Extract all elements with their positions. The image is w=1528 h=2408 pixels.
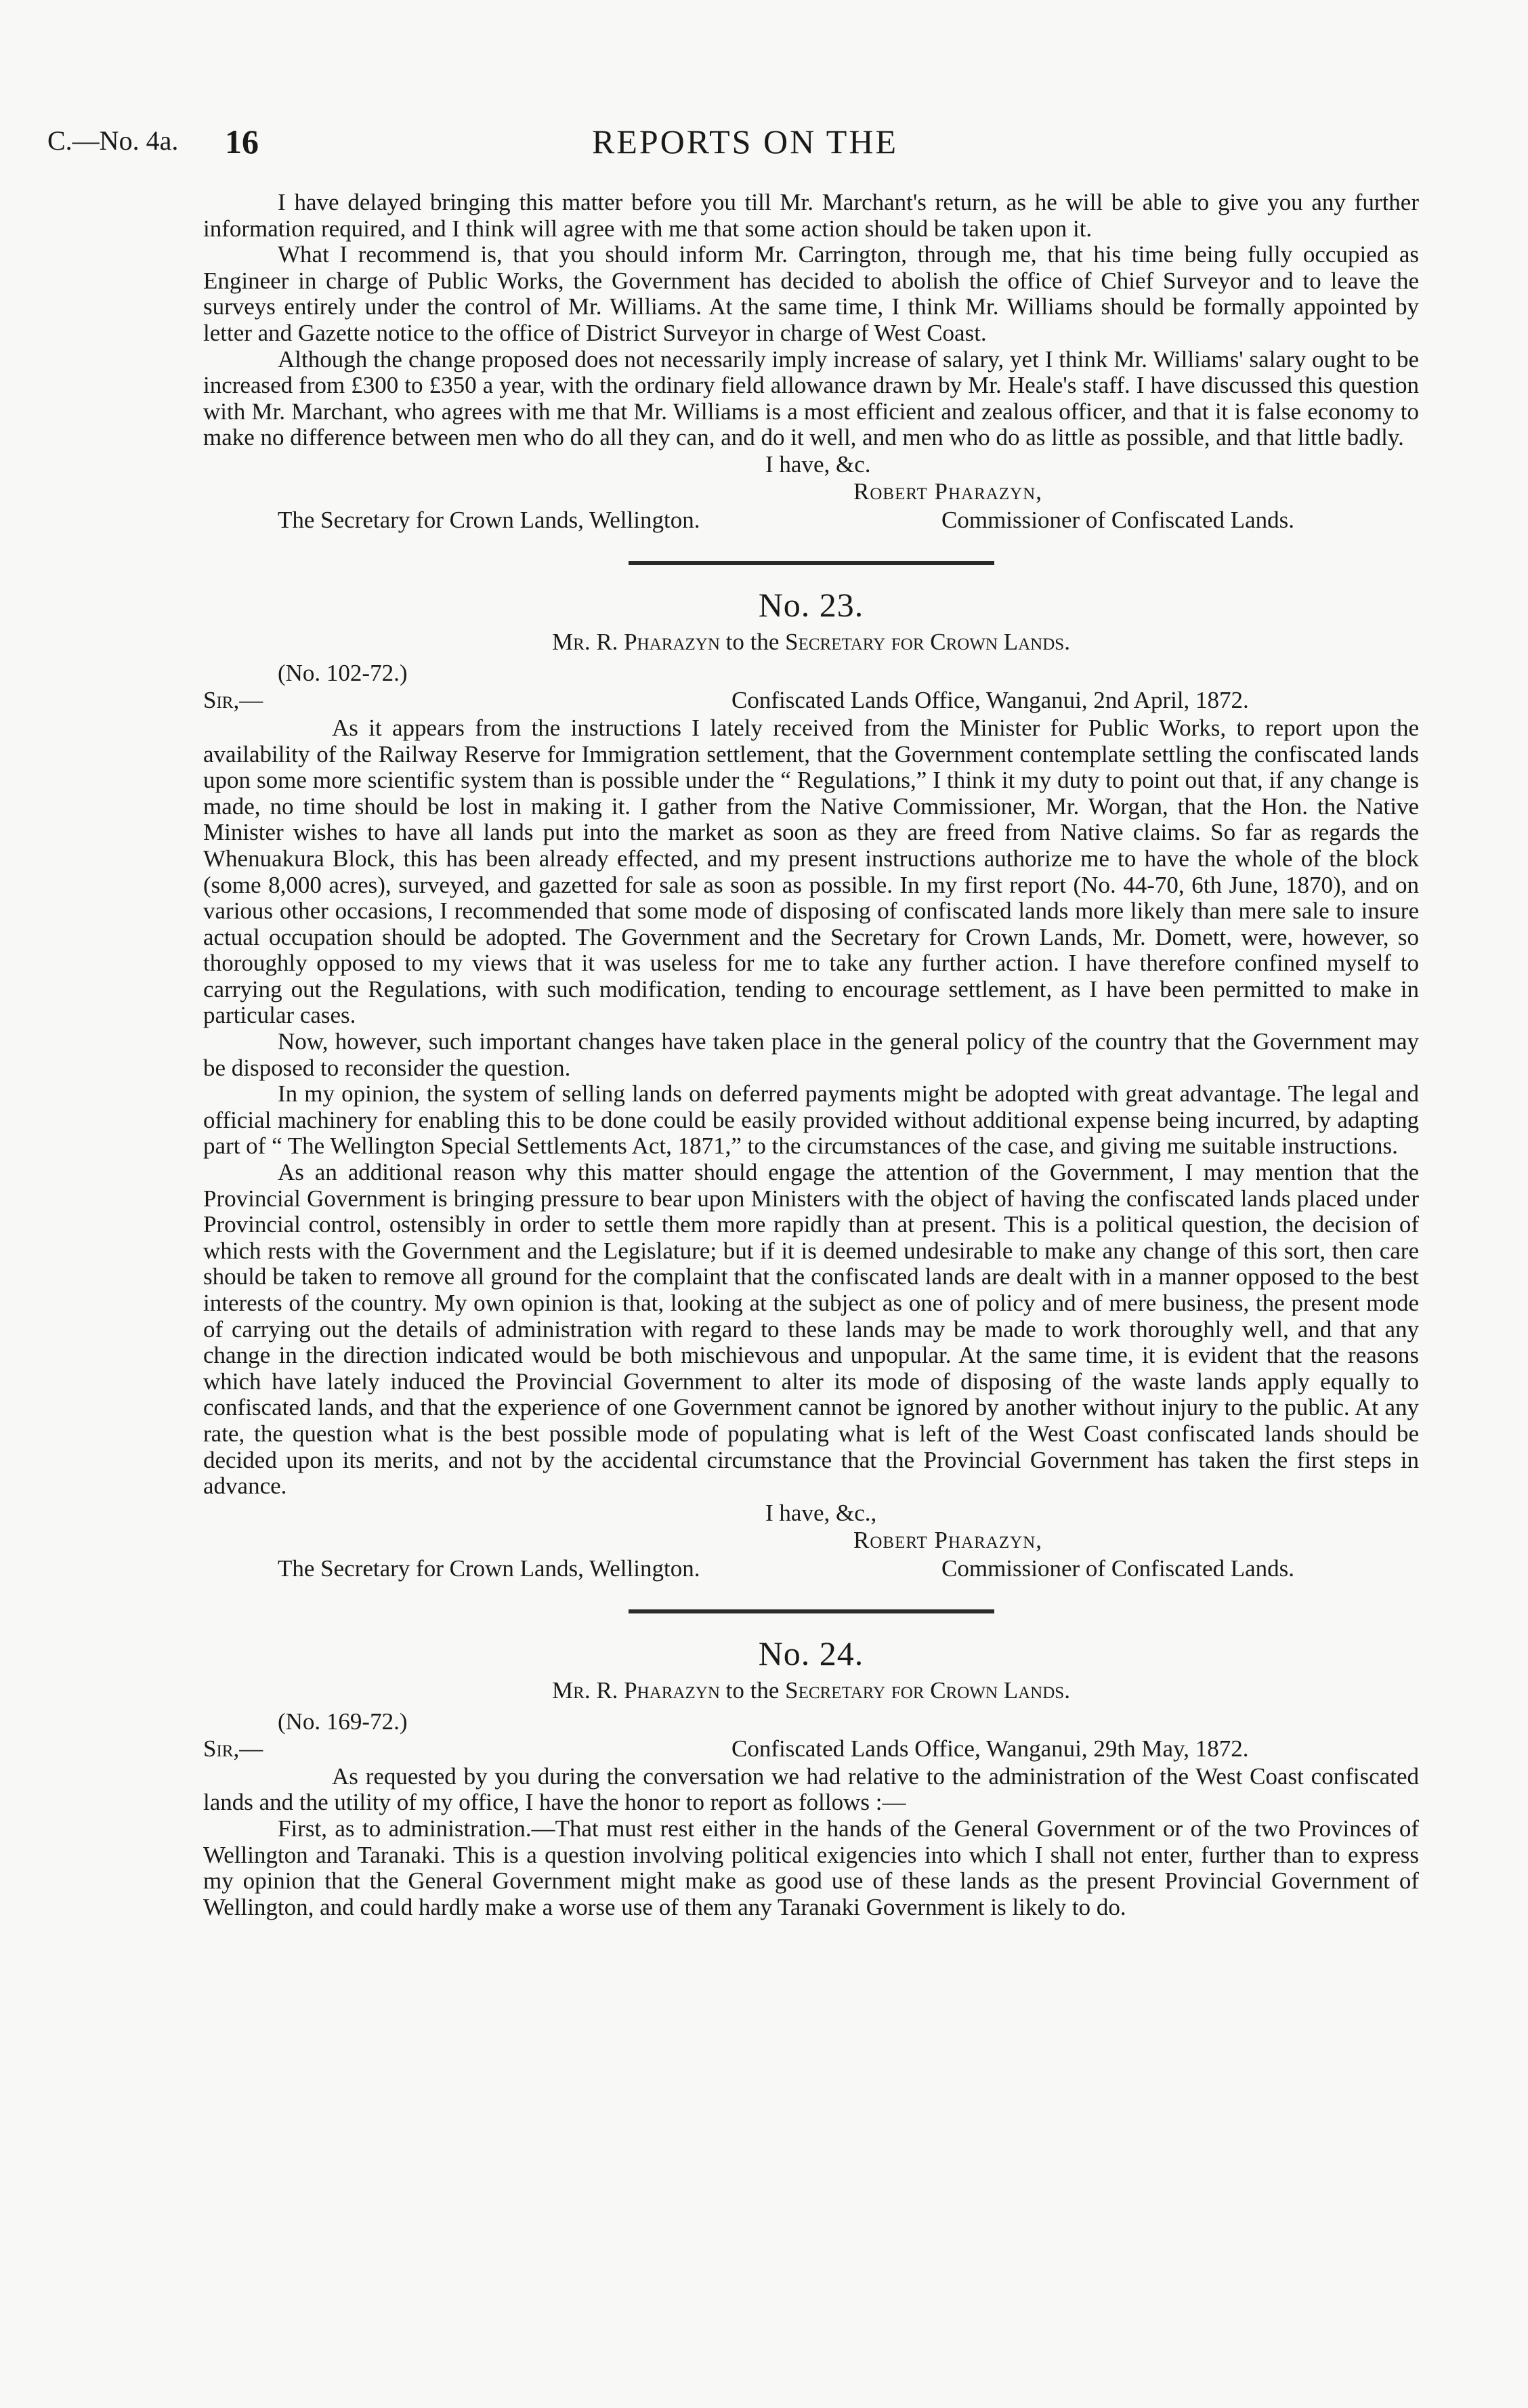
letter-to-word: to the: [725, 628, 780, 655]
paragraph: Although the change proposed does not necessarily imply increase of salary, yet I think Mr. Williams' salary ought to be increased from £300 to £350 a year, with the ordinary field allowance drawn by Mr. Heale's staff. I have discussed this question with Mr. Marchant, who agrees with me that Mr. Williams is a most efficient and zealous officer, and that it is false economy to make no difference between men who do all they can, and do it well, and men who do as little as possible, and that little badly.: [203, 345, 1419, 451]
page-body: [203, 190, 1419, 1920]
letter-number: No. 24.: [758, 1634, 864, 1672]
letter-no-24: [203, 1634, 1419, 1921]
letter-no-23: [203, 585, 1419, 1588]
letter-to: Secretary for Crown Lands.: [785, 1676, 1070, 1704]
salutation: Sir,—: [203, 1735, 263, 1762]
letter-number: No. 23.: [758, 585, 864, 624]
letter-from: Mr. R. Pharazyn: [552, 1676, 720, 1704]
paragraph: First, as to administration.—That must rest either in the hands of the General Government or of the two Provinces of Wellington and Taranaki. This is a question involving political exigencies into which I shall not enter, further than to express my opinion that the General Government might make as good use of these lands as the present Provincial Government of Wellington, and could hardly make a worse use of them any Taranaki Government is likely to do.: [203, 1815, 1419, 1920]
paragraph: In my opinion, the system of selling lands on deferred payments might be adopted with great advantage. The legal and official machinery for enabling this to be done could be easily provided without additional expense being incurred, by adapting part of “ The Wellington Special Settlements Act, 1871,” to the circumstances of the case, and giving me suitable instructions.: [203, 1080, 1419, 1160]
salutation-line: [203, 1735, 1419, 1764]
letter-to: Secretary for Crown Lands.: [785, 628, 1070, 655]
page-number: 16: [225, 123, 259, 161]
letter-reference: (No. 102-72.): [278, 659, 408, 686]
paragraph: What I recommend is, that you should inform Mr. Carrington, through me, that his time being fully occupied as Engineer in charge of Public Works, the Government has decided to abolish the office of Chief Surveyor and to leave the surveys entirely under the control of Mr. Williams. At the same time, I think Mr. Williams should be formally appointed by letter and Gazette notice to the office of District Surveyor in charge of West Coast.: [203, 241, 1419, 346]
signatory: Robert Pharazyn,: [853, 1526, 1042, 1553]
signature-block: [203, 1500, 1419, 1588]
salutation: Sir,—: [203, 686, 263, 713]
paragraph: Now, however, such important changes have taken place in the general policy of the country that the Government may be disposed to reconsider the question.: [203, 1028, 1419, 1081]
letter-heading: [203, 1677, 1419, 1704]
dateline: Confiscated Lands Office, Wanganui, 2nd April, 1872.: [731, 686, 1249, 713]
dateline: Confiscated Lands Office, Wanganui, 29th May, 1872.: [731, 1735, 1249, 1762]
salutation-line: [203, 687, 1419, 715]
closing: I have, &c.,: [765, 1499, 877, 1526]
signature-block: [203, 451, 1419, 539]
paragraph: As requested by you during the conversation we had relative to the administration of the West Coast confiscated lands and the utility of my office, I have the honor to report as follows :—: [203, 1762, 1419, 1816]
section-divider: [629, 1609, 994, 1613]
running-title: REPORTS ON THE: [591, 123, 898, 161]
paragraph: As an additional reason why this matter should engage the attention of the Government, I may mention that the Provincial Government is bringing pressure to bear upon Ministers with the object of having the confiscated lands placed under Provincial control, ostensibly in order to settle them more rapidly than at present. This is a political question, the decision of which rests with the Government and the Legislature; but if it is deemed undesirable to make any change of this sort, then care should be taken to remove all ground for the complaint that the confiscated lands are dealt with in a manner opposed to the best interests of the country. My own opinion is that, looking at the subject as one of policy and of mere business, the present mode of carrying out the details of administration with regard to these lands may be made to work thoroughly well, and that any change in the direction indicated would be both mischievous and unpopular. At the same time, it is evident that the reasons which have lately induced the Provincial Government to alter its mode of disposing of the waste lands apply equally to confiscated lands, and that the experience of one Government cannot be ignored by another without injury to the public. At any rate, the question what is the best possible mode of populating what is left of the West Coast confiscated lands should be decided upon its merits, and not by the accidental circumstance that the Provincial Government has taken the first steps in advance.: [203, 1159, 1419, 1500]
addressee: The Secretary for Crown Lands, Wellington.: [278, 1555, 700, 1582]
addressee: The Secretary for Crown Lands, Wellington.: [278, 506, 700, 533]
letter-from: Mr. R. Pharazyn: [552, 628, 720, 655]
closing: I have, &c.: [765, 450, 871, 478]
signatory-role: Commissioner of Confiscated Lands.: [941, 1555, 1295, 1582]
letter-heading: [203, 629, 1419, 656]
paragraph: As it appears from the instructions I lately received from the Minister for Public Works, to report upon the availability of the Railway Reserve for Immigration settlement, that the Government contemplate settling the confiscated lands upon some more scientific system than is possible under the “ Regulations,” I think it my duty to point out that, if any change is made, no time should be lost in making it. I gather from the Native Commissioner, Mr. Worgan, that the Hon. the Native Minister wishes to have all lands put into the market as soon as they are freed from Native claims. So far as regards the Whenuakura Block, this has been already effected, and my present instructions authorize me to have the whole of the block (some 8,000 acres), surveyed, and gazetted for sale as soon as possible. In my first report (No. 44-70, 6th June, 1870), and on various other occasions, I recommended that some mode of disposing of confiscated lands more likely than mere sale to insure actual occupation should be adopted. The Government and the Secretary for Crown Lands, Mr. Domett, were, however, so thoroughly opposed to my views that it was useless for me to take any further action. I have therefore confined myself to carrying out the Regulations, with such modification, tending to encourage settlement, as I have been permitted to make in particular cases.: [203, 714, 1419, 1029]
signatory: Robert Pharazyn,: [853, 478, 1042, 505]
letter-to-word: to the: [725, 1676, 780, 1704]
paragraph: I have delayed bringing this matter before you till Mr. Marchant's return, as he will be able to give you any further information required, and I think will agree with me that some action should be taken upon it.: [203, 189, 1419, 242]
signatory-role: Commissioner of Confiscated Lands.: [941, 506, 1295, 533]
document-reference: C.—No. 4a.: [47, 125, 179, 156]
letter-reference: (No. 169-72.): [278, 1708, 408, 1735]
page-header: [47, 122, 1443, 176]
letter-continued: [203, 190, 1419, 539]
section-divider: [629, 561, 994, 565]
